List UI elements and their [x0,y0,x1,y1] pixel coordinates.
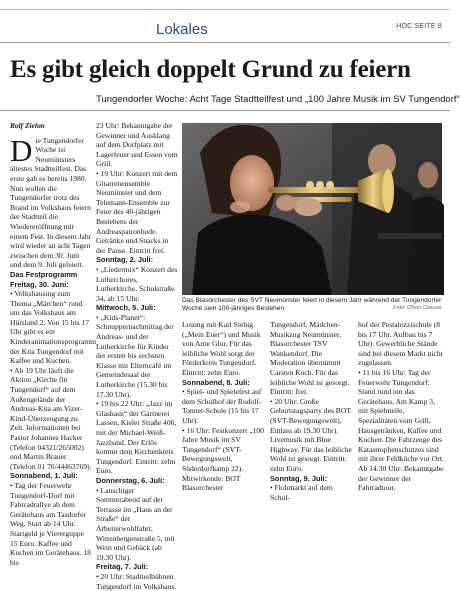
schedule-heading: Freitag, 7. Juli: [96,562,149,572]
column-body [358,320,444,493]
body-paragraph: • Tag der Feuerwehr Tungendorf-Dorf mit Fahrradrallye ab dem Gerätehaus am Tasdorfer Weg. Start ab 14 Uhr. Startgeld je Viererguppe 15 Euro. Kaffee und Kuchen im Gerätehaus. 18 bis [10,480,91,567]
schedule-heading: Das Festprogramm [10,269,78,279]
photo-caption: Das Blasorchester des SVT Neumünster feiert in diesem Jahr während der Tungendorfer Woche sein 100-jähriges Bestehen. [182,297,442,313]
headline-divider [0,110,450,111]
schedule-heading: Donnerstag, 6. Juli: [96,475,165,485]
body-paragraph: Tungendorf, Mädchen-Musikzug Neumünster, Blasorchester TSV Wankendorf. Die Moderation übernimmt Carsten Koch. Für das leibliche Wohl ist gesorgt. Eintritt: frei. [270,320,350,397]
page-header [0,0,450,58]
body-paragraph: • 20 Uhr: Stadtteilbühnen Tungendorf im Volkshaus. [96,571,177,591]
header-rule [0,9,450,17]
body-paragraph: • 19 Uhr: Konzert mit dem Gitarrenensemble Neumünster und dem Telemann-Ensemble zur Feier des 40-jährigen Bestehens der Andreaspatronbude. Getränke und Snacks in der Pause. Eintritt frei. [96,168,178,255]
column-body [96,121,178,591]
body-paragraph: • 19 bis 22 Uhr: „Jazz im Glashaus“ der Gärtnerei Lassen, Kieler Straße 406, mit der Michael-Weiß-Jazzband. Der Erlös kommt dem Kirchenkreis Tungendorf. Eintritt: zehn Euro. [96,399,177,476]
body-paragraph: hof der Pestalozzischule (8 bis 17 Uhr. Aufbau bis 7 Uhr). Gewerbliche Stände sind bei diesem Markt nicht zugelassen. [358,320,443,368]
drop-cap: D [10,132,33,168]
schedule-heading: Mittwoch, 5. Juli: [96,303,156,313]
orchestra-image [182,123,442,295]
article-subheadline: Tungendorfer Woche: Acht Tage Stadtteilfest und „100 Jahre Musik im SV Tungendorf“ [96,94,460,105]
schedule-heading: Sonnabend, 8. Juli: [182,377,250,387]
text-column-3 [182,320,264,493]
text-column-5 [358,320,444,493]
page-info: HOC SEITE 8 [396,23,442,30]
orchestra-photo [182,123,442,295]
text-column-2 [96,121,178,591]
body-paragraph: • 11 bis 16 Uhr: Tag der Feuerwehr Tungendorf: Stand rund um das Gerätehaus, Am Kamp 3, mit Spielmeile, Spezialitäten vom Grill, Hausgetränken, Kaffee und Kuchen. Die Fahrzeuge des Katastrophenschutzes sind mit ihrer Feldküche vor Ort. Ab 14.30 Uhr: Bekanntgabe der Gewinner der Fahrradtour. [358,367,444,493]
body-paragraph: • Volkshausing zum Thema „Märchen“ rund um das Volkshaus am Hürsland 2. Von 15 bis 17 Uhr gibt es ein Kinderanimationsprogramm der Kita Tungendorf mit Kaffee und Kuchen. [10,289,97,366]
schedule-heading: Freitag, 30. Juni: [10,279,69,289]
column-body [10,132,97,568]
column-body [182,320,264,493]
article-headline: Es gibt gleich doppelt Grund zu feiern [10,56,411,83]
schedule-heading: Sonntag, 9. Juli: [270,473,328,483]
column-body [270,320,352,502]
body-paragraph: • 20 Uhr: Große Geburtstagsparty des BOT (SVT-Bewegungswelt). Einlass ab 19.30 Uhr). Livemusik mit Blue Highway. Für das leibliche Wohl ist gesorgt. Eintritt: zehn Euro. [270,396,352,473]
body-paragraph: • 16 Uhr: Festkonzert „100 Jahre Musik im SV Tungendorf“ (SVT-Bewegungswelt, Süderdorfkamp 22). Mitwirkende: BOT Blasorchester [182,425,264,493]
photo-credit: Foto: Oliver Clauser [393,305,442,311]
body-paragraph: ie Tungendorfer Woche ist Neumünsters ältestes Stadtteilfest. Das erste gab es bereits 1980. Nun wollen die Tungendorfer trotz des Brand im Volkshaus feiern der Stadtteil die Wiedereröffnung mit einem Fest. In diesem Jahr wird wieder an acht Tagen zwischen dem 30. Juni und dem 9. Juli gefeiert. [10,135,92,270]
body-paragraph: • Lauschiger Sommerabend auf der Terrasse im „Haus an der Straße“ der Arbeiterwohlfahrt, Wittenbergenstraße 5, mit Wein und Gebäck (ab 19.30 Uhr). [96,485,175,562]
section-divider [0,42,450,43]
body-paragraph: Lesung mit Karl Siebig („Mein Euer“) und Musik von Arne Glor. Für das leibliche Wohl sorgt der Förderkreis Tungendorf. Eintritt: zehn Euro. [182,320,261,377]
section-title: Lokales [156,21,208,38]
body-paragraph: • Spiel- und Spielefest auf dem Schulhof der Rudolf-Tonner-Schule (15 bis 17 Uhr). [182,387,262,425]
author-byline: Rolf Ziehm [10,121,45,130]
text-column-4 [270,320,352,502]
body-paragraph: • „Liedermix“ Konzert des Lutherchores, Lutherkirche, Schulstraße 34, ab 15 Uhr. [96,264,178,303]
schedule-heading: Sonntag, 2. Juli: [96,255,154,265]
body-paragraph: • Flohmarkt auf dem Schul- [270,483,333,502]
body-paragraph: • „Kids-Planet“: Schnuppernachmittag der Andreas- und der Lutherkirche für Kinder der ersten bis sechsten Klasse mit Elterncafé im Gemeindesaal der Lutherkirche (15.30 bis 17.30 Uhr). [96,312,174,399]
schedule-heading: Sonnabend, 1. Juli: [10,471,78,481]
text-column-1 [10,121,97,567]
body-paragraph: 23 Uhr: Bekanntgabe der Gewinner und Ausklang auf dem Dorfplatz mit Lagerfeuer und Essen vom Grill. [96,121,178,169]
body-paragraph: • Ab 19 Uhr läuft die Aktion „Kirche für Tungendorf“ auf dem Außengelände der Andreas-Kita am Vizer-Kind-Überzeugung zu Zelt. Informationen bei Pastor Johannes Hacker (Telefon 04321/265002) und Martin Brauer (Telefon 01 76/44463769). [10,365,92,471]
